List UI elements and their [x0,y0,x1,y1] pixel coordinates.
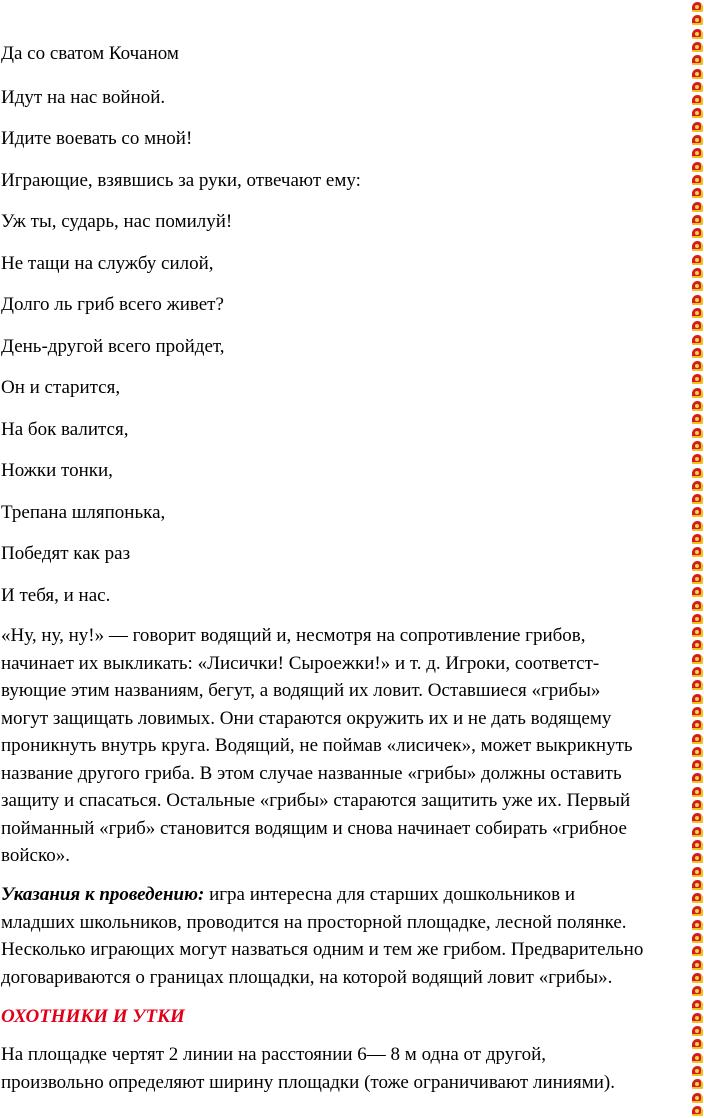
mushroom-ornament-icon [691,281,704,294]
mushroom-ornament-icon [691,374,704,387]
paragraph-line: защиту и спасаться. Остальные «грибы» стараются защитить уже их. Первый [1,790,631,811]
mushroom-ornament-icon [691,215,704,228]
verse-line: Уж ты, сударь, нас помилуй! [1,211,233,232]
mushroom-ornament-icon [691,906,704,919]
mushroom-ornament-icon [691,507,704,520]
mushroom-ornament-icon [691,561,704,574]
mushroom-ornament-icon [691,547,704,560]
verse-line: Играющие, взявшись за руки, отвечают ему: [1,170,361,191]
paragraph-hunters-rules [1,1041,691,1096]
mushroom-ornament-icon [691,1106,704,1118]
paragraph-line: вующие этим названиям, бегут, а водящий их ловит. Оставшиеся «грибы» [1,680,601,701]
guidance-first-line [1,881,691,909]
mushroom-ornament-icon [691,108,704,121]
mushroom-ornament-icon [691,15,704,28]
mushroom-ornament-icon [691,494,704,507]
verse-line: На бок валится, [1,419,129,440]
decorative-border [690,0,704,1118]
mushroom-ornament-icon [691,135,704,148]
mushroom-ornament-icon [691,148,704,161]
verse-line: Идут на нас войной. [1,87,166,108]
mushroom-ornament-icon [691,1079,704,1092]
mushroom-ornament-icon [691,414,704,427]
mushroom-ornament-icon [691,813,704,826]
mushroom-ornament-icon [691,867,704,880]
paragraph-line: младших школьников, проводится на просторной площадке, лесной полянке. [1,911,627,933]
mushroom-ornament-icon [691,720,704,733]
mushroom-ornament-icon [691,268,704,281]
mushroom-ornament-icon [691,55,704,68]
mushroom-ornament-icon [691,255,704,268]
mushroom-ornament-icon [691,1053,704,1066]
mushroom-ornament-icon [691,787,704,800]
mushroom-ornament-icon [691,654,704,667]
mushroom-ornament-icon [691,880,704,893]
mushroom-ornament-icon [691,162,704,175]
mushroom-ornament-icon [691,1066,704,1079]
verse-line: Не тащи на службу силой, [1,253,214,274]
mushroom-ornament-icon [691,95,704,108]
mushroom-ornament-icon [691,680,704,693]
mushroom-ornament-icon [691,707,704,720]
mushroom-ornament-icon [691,361,704,374]
mushroom-ornament-icon [691,42,704,55]
mushroom-ornament-icon [691,454,704,467]
mushroom-ornament-icon [691,946,704,959]
mushroom-ornament-icon [691,188,704,201]
mushroom-ornament-icon [691,308,704,321]
paragraph-line: название другого гриба. В этом случае названные «грибы» должны оставить [1,762,622,784]
paragraph-line: войско». [1,845,70,866]
mushroom-ornament-icon [691,960,704,973]
paragraph-game-description [1,622,691,870]
mushroom-ornament-icon [691,614,704,627]
mushroom-ornament-icon [691,1013,704,1026]
mushroom-ornament-icon [691,760,704,773]
verse-line: И тебя, и нас. [1,585,111,606]
paragraph-line: договариваются о границах площадки, на которой водящий ловит «грибы». [1,966,613,988]
verse-line: Трепана шляпонька, [1,502,166,523]
mushroom-ornament-icon [691,986,704,999]
mushroom-ornament-icon [691,401,704,414]
mushroom-ornament-icon [691,441,704,454]
mushroom-ornament-icon [691,587,704,600]
mushroom-ornament-icon [691,1026,704,1039]
paragraph-line: Несколько играющих могут назваться одним и тем же грибом. Предварительно [1,939,644,960]
mushroom-ornament-icon [691,481,704,494]
mushroom-ornament-icon [691,521,704,534]
mushroom-ornament-icon [691,840,704,853]
mushroom-ornament-icon [691,228,704,241]
paragraph-line: начинает их выкликать: «Лисички! Сыроежки!» и т. д. Игроки, соответст- [1,652,600,674]
paragraph-line: произвольно определяют ширину площадки (тоже ограничивают линиями). [1,1071,615,1093]
paragraph-guidance [1,881,691,991]
paragraph-line: могут защищать ловимых. Они стараются окружить их и не дать водящему [1,707,612,729]
mushroom-ornament-icon [691,747,704,760]
mushroom-ornament-icon [691,348,704,361]
verse-line: Победят как раз [1,543,131,564]
mushroom-ornament-icon [691,601,704,614]
mushroom-ornament-icon [691,241,704,254]
mushroom-ornament-icon [691,933,704,946]
mushroom-ornament-icon [691,893,704,906]
mushroom-ornament-icon [691,667,704,680]
mushroom-ornament-icon [691,29,704,42]
section-heading: ОХОТНИКИ И УТКИ [1,1006,185,1027]
mushroom-ornament-icon [691,335,704,348]
mushroom-ornament-icon [691,1093,704,1106]
mushroom-ornament-icon [691,800,704,813]
mushroom-ornament-icon [691,773,704,786]
mushroom-ornament-icon [691,122,704,135]
verse-line: Долго ль гриб всего живет? [1,294,224,315]
mushroom-ornament-icon [691,574,704,587]
mushroom-ornament-icon [691,82,704,95]
verse-line: День-другой всего пройдет, [1,336,225,357]
mushroom-ornament-icon [691,920,704,933]
verse-line: Ножки тонки, [1,460,113,481]
paragraph-line: пойманный «гриб» становится водящим и снова начинает собирать «грибное [1,817,627,839]
paragraph-line: «Ну, ну, ну!» — говорит водящий и, несмотря на сопротивление грибов, [1,625,586,646]
guidance-lead: Указания к проведению: [1,884,205,905]
mushroom-ornament-icon [691,468,704,481]
mushroom-ornament-icon [691,853,704,866]
mushroom-ornament-icon [691,321,704,334]
mushroom-ornament-icon [691,1000,704,1013]
verse-line: Идите воевать со мной! [1,128,193,149]
mushroom-ornament-icon [691,388,704,401]
mushroom-ornament-icon [691,734,704,747]
mushroom-ornament-icon [691,827,704,840]
mushroom-ornament-icon [691,1039,704,1052]
mushroom-ornament-icon [691,202,704,215]
verse-line: Да со сватом Кочаном [1,43,179,64]
mushroom-ornament-icon [691,694,704,707]
mushroom-ornament-icon [691,428,704,441]
guidance-first-line-rest: игра интересна для старших дошкольников и [204,884,576,905]
mushroom-ornament-icon [691,295,704,308]
mushroom-ornament-icon [691,640,704,653]
verse-line: Он и старится, [1,377,121,398]
paragraph-line: На площадке чертят 2 линии на расстоянии 6— 8 м одна от другой, [1,1044,546,1065]
mushroom-ornament-icon [691,973,704,986]
mushroom-ornament-icon [691,534,704,547]
mushroom-ornament-icon [691,69,704,82]
mushroom-ornament-icon [691,175,704,188]
mushroom-ornament-icon [691,627,704,640]
mushroom-ornament-icon [691,2,704,15]
paragraph-line: проникнуть внутрь круга. Водящий, не поймав «лисичек», может выкрикнуть [1,735,633,756]
